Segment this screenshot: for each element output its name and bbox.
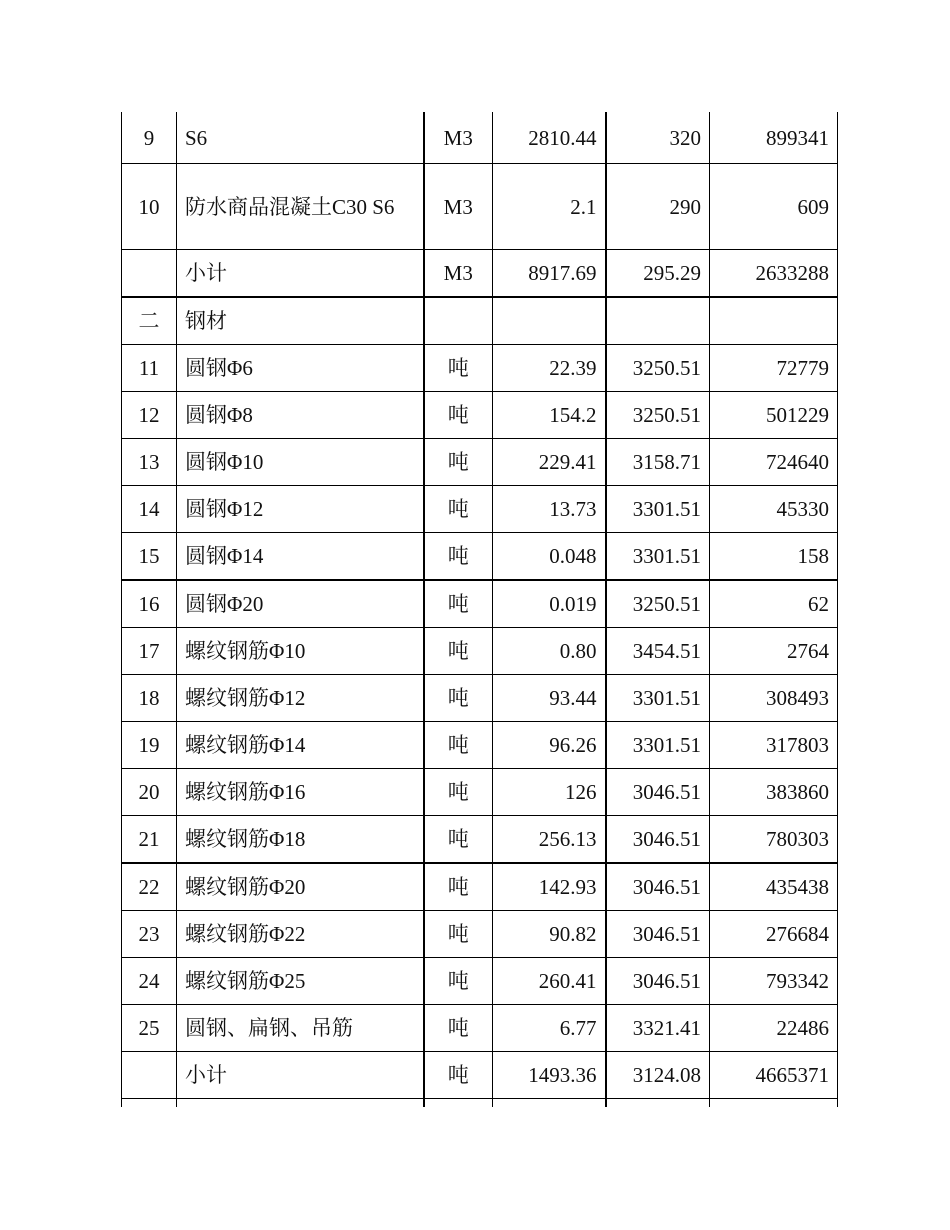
- item-name-cell: 钢材: [177, 297, 424, 345]
- row-number-cell: [122, 250, 177, 298]
- continuation-cell: [122, 1099, 177, 1108]
- quantity-cell: 0.048: [493, 533, 606, 581]
- table-row: [122, 863, 838, 911]
- unit-cell: M3: [424, 164, 493, 250]
- quantity-cell: 154.2: [493, 392, 606, 439]
- item-name-cell: 螺纹钢筋Φ22: [177, 911, 424, 958]
- row-number-cell: 18: [122, 675, 177, 722]
- unit-cell: 吨: [424, 345, 493, 392]
- quantity-cell: 2.1: [493, 164, 606, 250]
- amount-cell: 435438: [710, 863, 838, 911]
- row-number-cell: [122, 1052, 177, 1099]
- item-name-cell: 圆钢Φ14: [177, 533, 424, 581]
- unit-cell: 吨: [424, 628, 493, 675]
- amount-cell: 2764: [710, 628, 838, 675]
- item-name-cell: 小计: [177, 1052, 424, 1099]
- table-row-continuation: [122, 1099, 838, 1108]
- item-name-cell: 螺纹钢筋Φ12: [177, 675, 424, 722]
- quantity-cell: 2810.44: [493, 112, 606, 164]
- quantity-cell: 229.41: [493, 439, 606, 486]
- table-row: [122, 958, 838, 1005]
- amount-cell: 158: [710, 533, 838, 581]
- unit-cell: 吨: [424, 863, 493, 911]
- table-row: [122, 533, 838, 581]
- unit-cell: 吨: [424, 816, 493, 864]
- table-row: [122, 112, 838, 164]
- unit-price-cell: 3046.51: [606, 958, 710, 1005]
- continuation-cell: [424, 1099, 493, 1108]
- quantity-cell: 13.73: [493, 486, 606, 533]
- unit-price-cell: 3046.51: [606, 816, 710, 864]
- item-name-cell: 螺纹钢筋Φ16: [177, 769, 424, 816]
- unit-cell: 吨: [424, 911, 493, 958]
- amount-cell: 793342: [710, 958, 838, 1005]
- item-name-cell: 圆钢Φ6: [177, 345, 424, 392]
- item-name-cell: 螺纹钢筋Φ18: [177, 816, 424, 864]
- unit-cell: 吨: [424, 675, 493, 722]
- unit-price-cell: 3301.51: [606, 675, 710, 722]
- row-number-cell: 23: [122, 911, 177, 958]
- continuation-cell: [606, 1099, 710, 1108]
- unit-price-cell: 3250.51: [606, 392, 710, 439]
- quantity-cell: 96.26: [493, 722, 606, 769]
- unit-cell: [424, 297, 493, 345]
- unit-price-cell: 3454.51: [606, 628, 710, 675]
- table-row: [122, 1052, 838, 1099]
- unit-cell: 吨: [424, 392, 493, 439]
- row-number-cell: 10: [122, 164, 177, 250]
- row-number-cell: 15: [122, 533, 177, 581]
- item-name-cell: S6: [177, 112, 424, 164]
- unit-cell: 吨: [424, 580, 493, 628]
- unit-price-cell: 290: [606, 164, 710, 250]
- row-number-cell: 22: [122, 863, 177, 911]
- amount-cell: 501229: [710, 392, 838, 439]
- unit-price-cell: 3158.71: [606, 439, 710, 486]
- amount-cell: 780303: [710, 816, 838, 864]
- row-number-cell: 16: [122, 580, 177, 628]
- row-number-cell: 11: [122, 345, 177, 392]
- row-number-cell: 12: [122, 392, 177, 439]
- quantity-cell: 22.39: [493, 345, 606, 392]
- amount-cell: 2633288: [710, 250, 838, 298]
- unit-price-cell: 3301.51: [606, 533, 710, 581]
- item-name-cell: 螺纹钢筋Φ25: [177, 958, 424, 1005]
- quantity-cell: 0.019: [493, 580, 606, 628]
- row-number-cell: 14: [122, 486, 177, 533]
- unit-price-cell: 3046.51: [606, 911, 710, 958]
- unit-price-cell: [606, 297, 710, 345]
- unit-price-cell: 320: [606, 112, 710, 164]
- unit-price-cell: 3124.08: [606, 1052, 710, 1099]
- table-row: [122, 675, 838, 722]
- unit-cell: 吨: [424, 958, 493, 1005]
- unit-cell: M3: [424, 250, 493, 298]
- table-row: [122, 345, 838, 392]
- unit-cell: 吨: [424, 533, 493, 581]
- continuation-cell: [710, 1099, 838, 1108]
- item-name-cell: 防水商品混凝土C30 S6: [177, 164, 424, 250]
- quantity-cell: 256.13: [493, 816, 606, 864]
- materials-table-body: [122, 112, 838, 1107]
- materials-table: [121, 112, 838, 1107]
- quantity-cell: 1493.36: [493, 1052, 606, 1099]
- amount-cell: 383860: [710, 769, 838, 816]
- table-row: [122, 250, 838, 298]
- quantity-cell: [493, 297, 606, 345]
- item-name-cell: 螺纹钢筋Φ14: [177, 722, 424, 769]
- quantity-cell: 8917.69: [493, 250, 606, 298]
- table-row: [122, 164, 838, 250]
- row-number-cell: 19: [122, 722, 177, 769]
- row-number-cell: 9: [122, 112, 177, 164]
- unit-cell: 吨: [424, 439, 493, 486]
- unit-price-cell: 3301.51: [606, 486, 710, 533]
- unit-cell: 吨: [424, 1005, 493, 1052]
- amount-cell: 4665371: [710, 1052, 838, 1099]
- unit-cell: 吨: [424, 486, 493, 533]
- row-number-cell: 二: [122, 297, 177, 345]
- amount-cell: 62: [710, 580, 838, 628]
- continuation-cell: [177, 1099, 424, 1108]
- quantity-cell: 126: [493, 769, 606, 816]
- unit-cell: 吨: [424, 1052, 493, 1099]
- unit-price-cell: 3046.51: [606, 863, 710, 911]
- row-number-cell: 13: [122, 439, 177, 486]
- item-name-cell: 小计: [177, 250, 424, 298]
- unit-price-cell: 295.29: [606, 250, 710, 298]
- row-number-cell: 25: [122, 1005, 177, 1052]
- table-row: [122, 392, 838, 439]
- item-name-cell: 圆钢、扁钢、吊筋: [177, 1005, 424, 1052]
- unit-price-cell: 3250.51: [606, 580, 710, 628]
- quantity-cell: 6.77: [493, 1005, 606, 1052]
- row-number-cell: 24: [122, 958, 177, 1005]
- quantity-cell: 93.44: [493, 675, 606, 722]
- table-row: [122, 486, 838, 533]
- item-name-cell: 螺纹钢筋Φ20: [177, 863, 424, 911]
- table-row: [122, 439, 838, 486]
- table-row: [122, 769, 838, 816]
- row-number-cell: 20: [122, 769, 177, 816]
- table-row: [122, 628, 838, 675]
- amount-cell: 45330: [710, 486, 838, 533]
- item-name-cell: 圆钢Φ20: [177, 580, 424, 628]
- table-row: [122, 297, 838, 345]
- table-row: [122, 722, 838, 769]
- amount-cell: 276684: [710, 911, 838, 958]
- amount-cell: 899341: [710, 112, 838, 164]
- unit-cell: M3: [424, 112, 493, 164]
- amount-cell: [710, 297, 838, 345]
- table-row: [122, 1005, 838, 1052]
- item-name-cell: 圆钢Φ10: [177, 439, 424, 486]
- unit-price-cell: 3250.51: [606, 345, 710, 392]
- item-name-cell: 圆钢Φ8: [177, 392, 424, 439]
- unit-price-cell: 3321.41: [606, 1005, 710, 1052]
- quantity-cell: 260.41: [493, 958, 606, 1005]
- unit-price-cell: 3046.51: [606, 769, 710, 816]
- quantity-cell: 0.80: [493, 628, 606, 675]
- table-row: [122, 816, 838, 864]
- unit-price-cell: 3301.51: [606, 722, 710, 769]
- amount-cell: 22486: [710, 1005, 838, 1052]
- row-number-cell: 21: [122, 816, 177, 864]
- amount-cell: 308493: [710, 675, 838, 722]
- unit-cell: 吨: [424, 769, 493, 816]
- amount-cell: 609: [710, 164, 838, 250]
- unit-cell: 吨: [424, 722, 493, 769]
- continuation-cell: [493, 1099, 606, 1108]
- table-row: [122, 911, 838, 958]
- amount-cell: 72779: [710, 345, 838, 392]
- row-number-cell: 17: [122, 628, 177, 675]
- quantity-cell: 142.93: [493, 863, 606, 911]
- amount-cell: 724640: [710, 439, 838, 486]
- quantity-cell: 90.82: [493, 911, 606, 958]
- amount-cell: 317803: [710, 722, 838, 769]
- table-row: [122, 580, 838, 628]
- item-name-cell: 螺纹钢筋Φ10: [177, 628, 424, 675]
- item-name-cell: 圆钢Φ12: [177, 486, 424, 533]
